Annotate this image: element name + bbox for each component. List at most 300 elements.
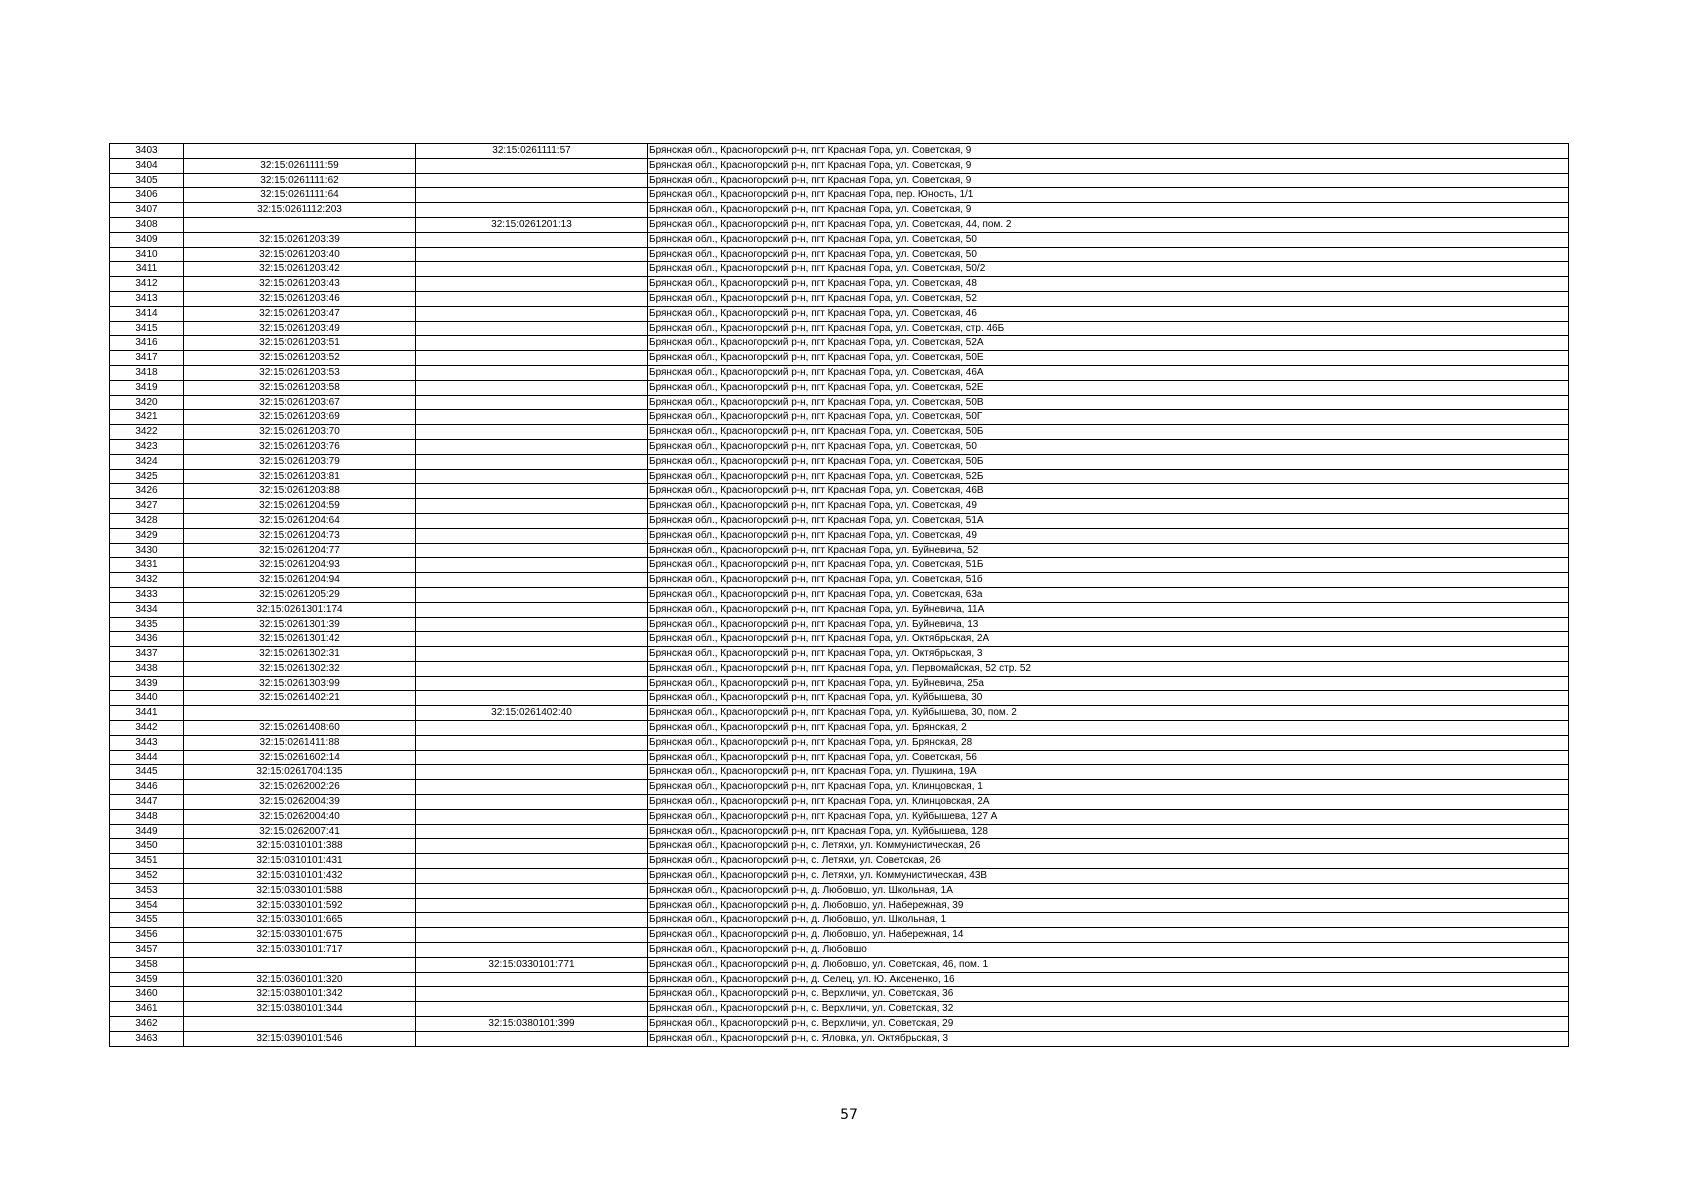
table-row	[110, 277, 1569, 292]
address-cell: Брянская обл., Красногорский р-н, пгт Красная Гора, ул. Первомайская, 52 стр. 52	[648, 661, 1569, 676]
row-number-cell: 3447	[110, 795, 184, 810]
row-number-cell: 3424	[110, 454, 184, 469]
table-row	[110, 380, 1569, 395]
row-number-cell: 3455	[110, 913, 184, 928]
cadastral-number-alt-cell	[416, 247, 648, 262]
row-number-cell: 3456	[110, 928, 184, 943]
table-row	[110, 676, 1569, 691]
row-number-cell: 3416	[110, 336, 184, 351]
cadastral-number-cell: 32:15:0330101:588	[184, 883, 416, 898]
cadastral-number-cell: 32:15:0261111:59	[184, 158, 416, 173]
cadastral-number-cell: 32:15:0330101:717	[184, 943, 416, 958]
cadastral-number-alt-cell	[416, 188, 648, 203]
cadastral-number-cell: 32:15:0261303:99	[184, 676, 416, 691]
cadastral-number-alt-cell	[416, 469, 648, 484]
cadastral-number-alt-cell: 32:15:0330101:771	[416, 957, 648, 972]
row-number-cell: 3440	[110, 691, 184, 706]
row-number-cell: 3406	[110, 188, 184, 203]
cadastral-number-alt-cell: 32:15:0261201:13	[416, 217, 648, 232]
cadastral-number-alt-cell	[416, 395, 648, 410]
cadastral-number-alt-cell	[416, 632, 648, 647]
cadastral-number-cell	[184, 144, 416, 159]
address-cell: Брянская обл., Красногорский р-н, с. Летяхи, ул. Коммунистическая, 43В	[648, 869, 1569, 884]
row-number-cell: 3413	[110, 291, 184, 306]
table-row	[110, 602, 1569, 617]
cadastral-number-cell: 32:15:0261204:59	[184, 499, 416, 514]
cadastral-number-alt-cell	[416, 410, 648, 425]
cadastral-number-alt-cell	[416, 883, 648, 898]
cadastral-number-cell	[184, 1017, 416, 1032]
table-row	[110, 528, 1569, 543]
address-cell: Брянская обл., Красногорский р-н, пгт Красная Гора, ул. Советская, 9	[648, 144, 1569, 159]
address-cell: Брянская обл., Красногорский р-н, пгт Красная Гора, ул. Советская, 50	[648, 247, 1569, 262]
address-cell: Брянская обл., Красногорский р-н, пгт Красная Гора, ул. Куйбышева, 30, пом. 2	[648, 706, 1569, 721]
cadastral-number-cell: 32:15:0330101:675	[184, 928, 416, 943]
cadastral-number-alt-cell	[416, 972, 648, 987]
address-cell: Брянская обл., Красногорский р-н, пгт Красная Гора, ул. Советская, 51Б	[648, 558, 1569, 573]
row-number-cell: 3448	[110, 809, 184, 824]
cadastral-number-alt-cell	[416, 573, 648, 588]
address-cell: Брянская обл., Красногорский р-н, пгт Красная Гора, ул. Советская, 51А	[648, 513, 1569, 528]
cadastral-number-cell: 32:15:0261402:21	[184, 691, 416, 706]
address-cell: Брянская обл., Красногорский р-н, с. Яловка, ул. Октябрьская, 3	[648, 1031, 1569, 1046]
cadastral-number-cell: 32:15:0261203:53	[184, 365, 416, 380]
address-cell: Брянская обл., Красногорский р-н, пгт Красная Гора, ул. Советская, 9	[648, 203, 1569, 218]
table-row	[110, 395, 1569, 410]
cadastral-number-cell: 32:15:0261203:70	[184, 425, 416, 440]
row-number-cell: 3438	[110, 661, 184, 676]
table-row	[110, 854, 1569, 869]
table-row	[110, 735, 1569, 750]
cadastral-number-cell: 32:15:0261704:135	[184, 765, 416, 780]
cadastral-number-alt-cell	[416, 336, 648, 351]
address-cell: Брянская обл., Красногорский р-н, пгт Красная Гора, ул. Куйбышева, 127 А	[648, 809, 1569, 824]
table-row	[110, 144, 1569, 159]
table-row	[110, 513, 1569, 528]
table-row	[110, 824, 1569, 839]
document-table	[109, 143, 1569, 1047]
address-cell: Брянская обл., Красногорский р-н, пгт Красная Гора, ул. Куйбышева, 30	[648, 691, 1569, 706]
address-cell: Брянская обл., Красногорский р-н, пгт Красная Гора, ул. Буйневича, 13	[648, 617, 1569, 632]
row-number-cell: 3436	[110, 632, 184, 647]
cadastral-number-cell: 32:15:0261112:203	[184, 203, 416, 218]
table-row	[110, 809, 1569, 824]
cadastral-number-alt-cell	[416, 587, 648, 602]
row-number-cell: 3442	[110, 721, 184, 736]
address-cell: Брянская обл., Красногорский р-н, пгт Красная Гора, ул. Советская, 50	[648, 232, 1569, 247]
cadastral-number-alt-cell	[416, 351, 648, 366]
row-number-cell: 3417	[110, 351, 184, 366]
cadastral-number-cell: 32:15:0310101:431	[184, 854, 416, 869]
cadastral-number-alt-cell	[416, 380, 648, 395]
address-cell: Брянская обл., Красногорский р-н, пгт Красная Гора, ул. Советская, 49	[648, 499, 1569, 514]
cadastral-number-alt-cell	[416, 321, 648, 336]
cadastral-number-cell: 32:15:0261301:174	[184, 602, 416, 617]
table-row	[110, 987, 1569, 1002]
cadastral-number-alt-cell	[416, 750, 648, 765]
cadastral-number-alt-cell	[416, 735, 648, 750]
row-number-cell: 3435	[110, 617, 184, 632]
address-cell: Брянская обл., Красногорский р-н, с. Верхличи, ул. Советская, 29	[648, 1017, 1569, 1032]
cadastral-number-cell: 32:15:0330101:665	[184, 913, 416, 928]
cadastral-number-cell: 32:15:0261204:73	[184, 528, 416, 543]
table-row	[110, 365, 1569, 380]
table-row	[110, 839, 1569, 854]
cadastral-number-cell	[184, 706, 416, 721]
cadastral-number-cell: 32:15:0261111:64	[184, 188, 416, 203]
row-number-cell: 3418	[110, 365, 184, 380]
table-row	[110, 780, 1569, 795]
table-row	[110, 351, 1569, 366]
cadastral-number-alt-cell	[416, 158, 648, 173]
table-row	[110, 217, 1569, 232]
address-cell: Брянская обл., Красногорский р-н, пгт Красная Гора, ул. Советская, 46	[648, 306, 1569, 321]
table-row	[110, 750, 1569, 765]
cadastral-number-cell: 32:15:0261204:93	[184, 558, 416, 573]
row-number-cell: 3450	[110, 839, 184, 854]
address-cell: Брянская обл., Красногорский р-н, пгт Красная Гора, ул. Советская, стр. 46Б	[648, 321, 1569, 336]
table-row	[110, 913, 1569, 928]
table-row	[110, 425, 1569, 440]
cadastral-number-cell: 32:15:0310101:388	[184, 839, 416, 854]
address-cell: Брянская обл., Красногорский р-н, пгт Красная Гора, ул. Советская, 48	[648, 277, 1569, 292]
row-number-cell: 3405	[110, 173, 184, 188]
table-row	[110, 203, 1569, 218]
table-body	[110, 144, 1569, 1047]
row-number-cell: 3444	[110, 750, 184, 765]
address-cell: Брянская обл., Красногорский р-н, пгт Красная Гора, ул. Клинцовская, 1	[648, 780, 1569, 795]
cadastral-number-cell: 32:15:0261203:39	[184, 232, 416, 247]
table-row	[110, 957, 1569, 972]
cadastral-number-cell: 32:15:0261205:29	[184, 587, 416, 602]
table-row	[110, 661, 1569, 676]
table-row	[110, 543, 1569, 558]
table-row	[110, 188, 1569, 203]
cadastral-number-cell: 32:15:0261203:46	[184, 291, 416, 306]
row-number-cell: 3461	[110, 1002, 184, 1017]
row-number-cell: 3415	[110, 321, 184, 336]
row-number-cell: 3463	[110, 1031, 184, 1046]
row-number-cell: 3437	[110, 647, 184, 662]
row-number-cell: 3462	[110, 1017, 184, 1032]
cadastral-number-cell: 32:15:0261301:42	[184, 632, 416, 647]
address-cell: Брянская обл., Красногорский р-н, пгт Красная Гора, ул. Советская, 52	[648, 291, 1569, 306]
row-number-cell: 3407	[110, 203, 184, 218]
row-number-cell: 3408	[110, 217, 184, 232]
row-number-cell: 3443	[110, 735, 184, 750]
cadastral-number-cell: 32:15:0261203:69	[184, 410, 416, 425]
table-row	[110, 691, 1569, 706]
address-cell: Брянская обл., Красногорский р-н, пгт Красная Гора, ул. Советская, 50Г	[648, 410, 1569, 425]
address-cell: Брянская обл., Красногорский р-н, пгт Красная Гора, ул. Советская, 63а	[648, 587, 1569, 602]
row-number-cell: 3403	[110, 144, 184, 159]
table-row	[110, 1002, 1569, 1017]
cadastral-number-alt-cell	[416, 203, 648, 218]
row-number-cell: 3421	[110, 410, 184, 425]
table-row	[110, 898, 1569, 913]
table-row	[110, 262, 1569, 277]
address-cell: Брянская обл., Красногорский р-н, пгт Красная Гора, ул. Советская, 50/2	[648, 262, 1569, 277]
address-cell: Брянская обл., Красногорский р-н, пгт Красная Гора, ул. Советская, 50В	[648, 395, 1569, 410]
cadastral-number-alt-cell	[416, 306, 648, 321]
cadastral-number-cell: 32:15:0261302:32	[184, 661, 416, 676]
address-cell: Брянская обл., Красногорский р-н, пгт Красная Гора, ул. Советская, 46В	[648, 484, 1569, 499]
cadastral-number-alt-cell	[416, 1031, 648, 1046]
table-row	[110, 247, 1569, 262]
table-row	[110, 943, 1569, 958]
cadastral-number-cell: 32:15:0261204:77	[184, 543, 416, 558]
address-cell: Брянская обл., Красногорский р-н, пгт Красная Гора, ул. Советская, 9	[648, 158, 1569, 173]
address-cell: Брянская обл., Красногорский р-н, с. Летяхи, ул. Советская, 26	[648, 854, 1569, 869]
cadastral-number-alt-cell	[416, 262, 648, 277]
cadastral-number-alt-cell	[416, 898, 648, 913]
cadastral-number-alt-cell	[416, 291, 648, 306]
row-number-cell: 3426	[110, 484, 184, 499]
table-row	[110, 573, 1569, 588]
row-number-cell: 3414	[110, 306, 184, 321]
address-cell: Брянская обл., Красногорский р-н, д. Любовшо, ул. Набережная, 14	[648, 928, 1569, 943]
cadastral-number-alt-cell	[416, 839, 648, 854]
cadastral-number-alt-cell	[416, 1002, 648, 1017]
cadastral-number-alt-cell	[416, 661, 648, 676]
cadastral-number-alt-cell	[416, 987, 648, 1002]
cadastral-number-cell: 32:15:0261203:81	[184, 469, 416, 484]
row-number-cell: 3453	[110, 883, 184, 898]
address-cell: Брянская обл., Красногорский р-н, пгт Красная Гора, ул. Советская, 44, пом. 2	[648, 217, 1569, 232]
table-row	[110, 232, 1569, 247]
cadastral-number-cell: 32:15:0261204:64	[184, 513, 416, 528]
table-row	[110, 869, 1569, 884]
row-number-cell: 3449	[110, 824, 184, 839]
cadastral-number-alt-cell	[416, 484, 648, 499]
cadastral-number-alt-cell	[416, 558, 648, 573]
address-cell: Брянская обл., Красногорский р-н, пгт Красная Гора, ул. Пушкина, 19А	[648, 765, 1569, 780]
address-cell: Брянская обл., Красногорский р-н, д. Любовшо	[648, 943, 1569, 958]
address-cell: Брянская обл., Красногорский р-н, д. Любовшо, ул. Школьная, 1А	[648, 883, 1569, 898]
cadastral-number-cell: 32:15:0261203:79	[184, 454, 416, 469]
row-number-cell: 3428	[110, 513, 184, 528]
cadastral-number-cell: 32:15:0261203:76	[184, 439, 416, 454]
table-row	[110, 617, 1569, 632]
cadastral-number-cell: 32:15:0261411:88	[184, 735, 416, 750]
address-cell: Брянская обл., Красногорский р-н, пгт Красная Гора, ул. Советская, 49	[648, 528, 1569, 543]
row-number-cell: 3404	[110, 158, 184, 173]
address-cell: Брянская обл., Красногорский р-н, пгт Красная Гора, ул. Буйневича, 11А	[648, 602, 1569, 617]
cadastral-number-cell: 32:15:0261203:47	[184, 306, 416, 321]
cadastral-number-alt-cell	[416, 499, 648, 514]
cadastral-number-cell: 32:15:0261203:67	[184, 395, 416, 410]
address-cell: Брянская обл., Красногорский р-н, с. Верхличи, ул. Советская, 36	[648, 987, 1569, 1002]
cadastral-number-alt-cell	[416, 824, 648, 839]
row-number-cell: 3430	[110, 543, 184, 558]
address-cell: Брянская обл., Красногорский р-н, пгт Красная Гора, ул. Октябрьская, 3	[648, 647, 1569, 662]
cadastral-number-cell	[184, 217, 416, 232]
cadastral-number-alt-cell	[416, 676, 648, 691]
address-cell: Брянская обл., Красногорский р-н, пгт Красная Гора, ул. Буйневича, 25а	[648, 676, 1569, 691]
table-row	[110, 158, 1569, 173]
address-cell: Брянская обл., Красногорский р-н, д. Любовшо, ул. Советская, 46, пом. 1	[648, 957, 1569, 972]
table-row	[110, 721, 1569, 736]
cadastral-number-alt-cell	[416, 528, 648, 543]
row-number-cell: 3434	[110, 602, 184, 617]
cadastral-number-alt-cell	[416, 913, 648, 928]
table-row	[110, 795, 1569, 810]
row-number-cell: 3411	[110, 262, 184, 277]
row-number-cell: 3439	[110, 676, 184, 691]
cadastral-number-cell: 32:15:0380101:342	[184, 987, 416, 1002]
row-number-cell: 3458	[110, 957, 184, 972]
table-row	[110, 321, 1569, 336]
table-row	[110, 173, 1569, 188]
cadastral-number-cell: 32:15:0261203:43	[184, 277, 416, 292]
table-row	[110, 883, 1569, 898]
address-cell: Брянская обл., Красногорский р-н, пгт Красная Гора, ул. Советская, 52Е	[648, 380, 1569, 395]
address-cell: Брянская обл., Красногорский р-н, пгт Красная Гора, ул. Советская, 50	[648, 439, 1569, 454]
cadastral-number-alt-cell	[416, 543, 648, 558]
cadastral-number-alt-cell	[416, 943, 648, 958]
cadastral-number-cell: 32:15:0262007:41	[184, 824, 416, 839]
address-cell: Брянская обл., Красногорский р-н, пгт Красная Гора, ул. Клинцовская, 2А	[648, 795, 1569, 810]
cadastral-number-cell: 32:15:0390101:546	[184, 1031, 416, 1046]
row-number-cell: 3441	[110, 706, 184, 721]
address-cell: Брянская обл., Красногорский р-н, пгт Красная Гора, ул. Советская, 50Е	[648, 351, 1569, 366]
address-cell: Брянская обл., Красногорский р-н, пгт Красная Гора, ул. Октябрьская, 2А	[648, 632, 1569, 647]
table-row	[110, 306, 1569, 321]
address-cell: Брянская обл., Красногорский р-н, пгт Красная Гора, ул. Брянская, 28	[648, 735, 1569, 750]
address-cell: Брянская обл., Красногорский р-н, пгт Красная Гора, ул. Советская, 9	[648, 173, 1569, 188]
cadastral-number-alt-cell	[416, 795, 648, 810]
table-row	[110, 1031, 1569, 1046]
table-row	[110, 587, 1569, 602]
cadastral-number-alt-cell	[416, 513, 648, 528]
address-cell: Брянская обл., Красногорский р-н, с. Летяхи, ул. Коммунистическая, 26	[648, 839, 1569, 854]
address-cell: Брянская обл., Красногорский р-н, д. Любовшо, ул. Набережная, 39	[648, 898, 1569, 913]
cadastral-number-cell: 32:15:0380101:344	[184, 1002, 416, 1017]
cadastral-number-cell: 32:15:0261203:88	[184, 484, 416, 499]
cadastral-number-alt-cell	[416, 173, 648, 188]
cadastral-number-cell: 32:15:0262002:26	[184, 780, 416, 795]
table-row	[110, 469, 1569, 484]
cadastral-number-cell: 32:15:0261602:14	[184, 750, 416, 765]
row-number-cell: 3420	[110, 395, 184, 410]
cadastral-number-cell: 32:15:0262004:39	[184, 795, 416, 810]
cadastral-number-cell: 32:15:0261111:62	[184, 173, 416, 188]
address-cell: Брянская обл., Красногорский р-н, пгт Красная Гора, ул. Советская, 52А	[648, 336, 1569, 351]
address-cell: Брянская обл., Красногорский р-н, пгт Красная Гора, ул. Советская, 50Б	[648, 454, 1569, 469]
address-cell: Брянская обл., Красногорский р-н, пгт Красная Гора, пер. Юность, 1/1	[648, 188, 1569, 203]
table-row	[110, 410, 1569, 425]
cadastral-number-alt-cell	[416, 232, 648, 247]
address-cell: Брянская обл., Красногорский р-н, пгт Красная Гора, ул. Советская, 56	[648, 750, 1569, 765]
row-number-cell: 3459	[110, 972, 184, 987]
address-cell: Брянская обл., Красногорский р-н, пгт Красная Гора, ул. Советская, 52Б	[648, 469, 1569, 484]
cadastral-number-cell: 32:15:0261203:52	[184, 351, 416, 366]
cadastral-number-alt-cell: 32:15:0261402:40	[416, 706, 648, 721]
cadastral-number-alt-cell	[416, 617, 648, 632]
cadastral-number-cell: 32:15:0261203:42	[184, 262, 416, 277]
address-cell: Брянская обл., Красногорский р-н, пгт Красная Гора, ул. Советская, 46А	[648, 365, 1569, 380]
cadastral-number-alt-cell	[416, 765, 648, 780]
table-row	[110, 439, 1569, 454]
table-row	[110, 972, 1569, 987]
row-number-cell: 3433	[110, 587, 184, 602]
cadastral-number-alt-cell	[416, 809, 648, 824]
table-row	[110, 558, 1569, 573]
cadastral-number-alt-cell	[416, 277, 648, 292]
cadastral-number-alt-cell	[416, 602, 648, 617]
row-number-cell: 3429	[110, 528, 184, 543]
cadastral-number-cell: 32:15:0261203:40	[184, 247, 416, 262]
table-row	[110, 647, 1569, 662]
row-number-cell: 3410	[110, 247, 184, 262]
row-number-cell: 3446	[110, 780, 184, 795]
cadastral-number-alt-cell	[416, 454, 648, 469]
row-number-cell: 3409	[110, 232, 184, 247]
cadastral-number-cell: 32:15:0261203:58	[184, 380, 416, 395]
table-row	[110, 706, 1569, 721]
table-row	[110, 454, 1569, 469]
cadastral-number-cell: 32:15:0261408:60	[184, 721, 416, 736]
cadastral-number-cell	[184, 957, 416, 972]
cadastral-number-alt-cell	[416, 928, 648, 943]
cadastral-number-alt-cell	[416, 425, 648, 440]
address-cell: Брянская обл., Красногорский р-н, пгт Красная Гора, ул. Советская, 51б	[648, 573, 1569, 588]
address-cell: Брянская обл., Красногорский р-н, д. Любовшо, ул. Школьная, 1	[648, 913, 1569, 928]
cadastral-number-alt-cell: 32:15:0380101:399	[416, 1017, 648, 1032]
address-cell: Брянская обл., Красногорский р-н, пгт Красная Гора, ул. Куйбышева, 128	[648, 824, 1569, 839]
cadastral-number-alt-cell	[416, 439, 648, 454]
cadastral-number-alt-cell	[416, 365, 648, 380]
cadastral-number-alt-cell	[416, 647, 648, 662]
table-row	[110, 1017, 1569, 1032]
table-row	[110, 291, 1569, 306]
row-number-cell: 3423	[110, 439, 184, 454]
page-number: 57	[840, 1107, 858, 1123]
row-number-cell: 3454	[110, 898, 184, 913]
table-row	[110, 632, 1569, 647]
cadastral-number-cell: 32:15:0310101:432	[184, 869, 416, 884]
cadastral-number-alt-cell	[416, 691, 648, 706]
cadastral-number-alt-cell	[416, 854, 648, 869]
row-number-cell: 3460	[110, 987, 184, 1002]
row-number-cell: 3452	[110, 869, 184, 884]
cadastral-number-alt-cell	[416, 869, 648, 884]
row-number-cell: 3422	[110, 425, 184, 440]
table-row	[110, 765, 1569, 780]
cadastral-number-alt-cell: 32:15:0261111:57	[416, 144, 648, 159]
table-row	[110, 336, 1569, 351]
address-cell: Брянская обл., Красногорский р-н, пгт Красная Гора, ул. Брянская, 2	[648, 721, 1569, 736]
row-number-cell: 3445	[110, 765, 184, 780]
row-number-cell: 3457	[110, 943, 184, 958]
address-cell: Брянская обл., Красногорский р-н, пгт Красная Гора, ул. Буйневича, 52	[648, 543, 1569, 558]
cadastral-number-cell: 32:15:0261302:31	[184, 647, 416, 662]
cadastral-number-cell: 32:15:0261204:94	[184, 573, 416, 588]
row-number-cell: 3412	[110, 277, 184, 292]
row-number-cell: 3427	[110, 499, 184, 514]
table-row	[110, 484, 1569, 499]
cadastral-number-alt-cell	[416, 721, 648, 736]
row-number-cell: 3419	[110, 380, 184, 395]
address-cell: Брянская обл., Красногорский р-н, с. Верхличи, ул. Советская, 32	[648, 1002, 1569, 1017]
row-number-cell: 3431	[110, 558, 184, 573]
row-number-cell: 3432	[110, 573, 184, 588]
cadastral-number-cell: 32:15:0330101:592	[184, 898, 416, 913]
address-cell: Брянская обл., Красногорский р-н, пгт Красная Гора, ул. Советская, 50Б	[648, 425, 1569, 440]
row-number-cell: 3451	[110, 854, 184, 869]
cadastral-number-cell: 32:15:0261301:39	[184, 617, 416, 632]
table-row	[110, 499, 1569, 514]
